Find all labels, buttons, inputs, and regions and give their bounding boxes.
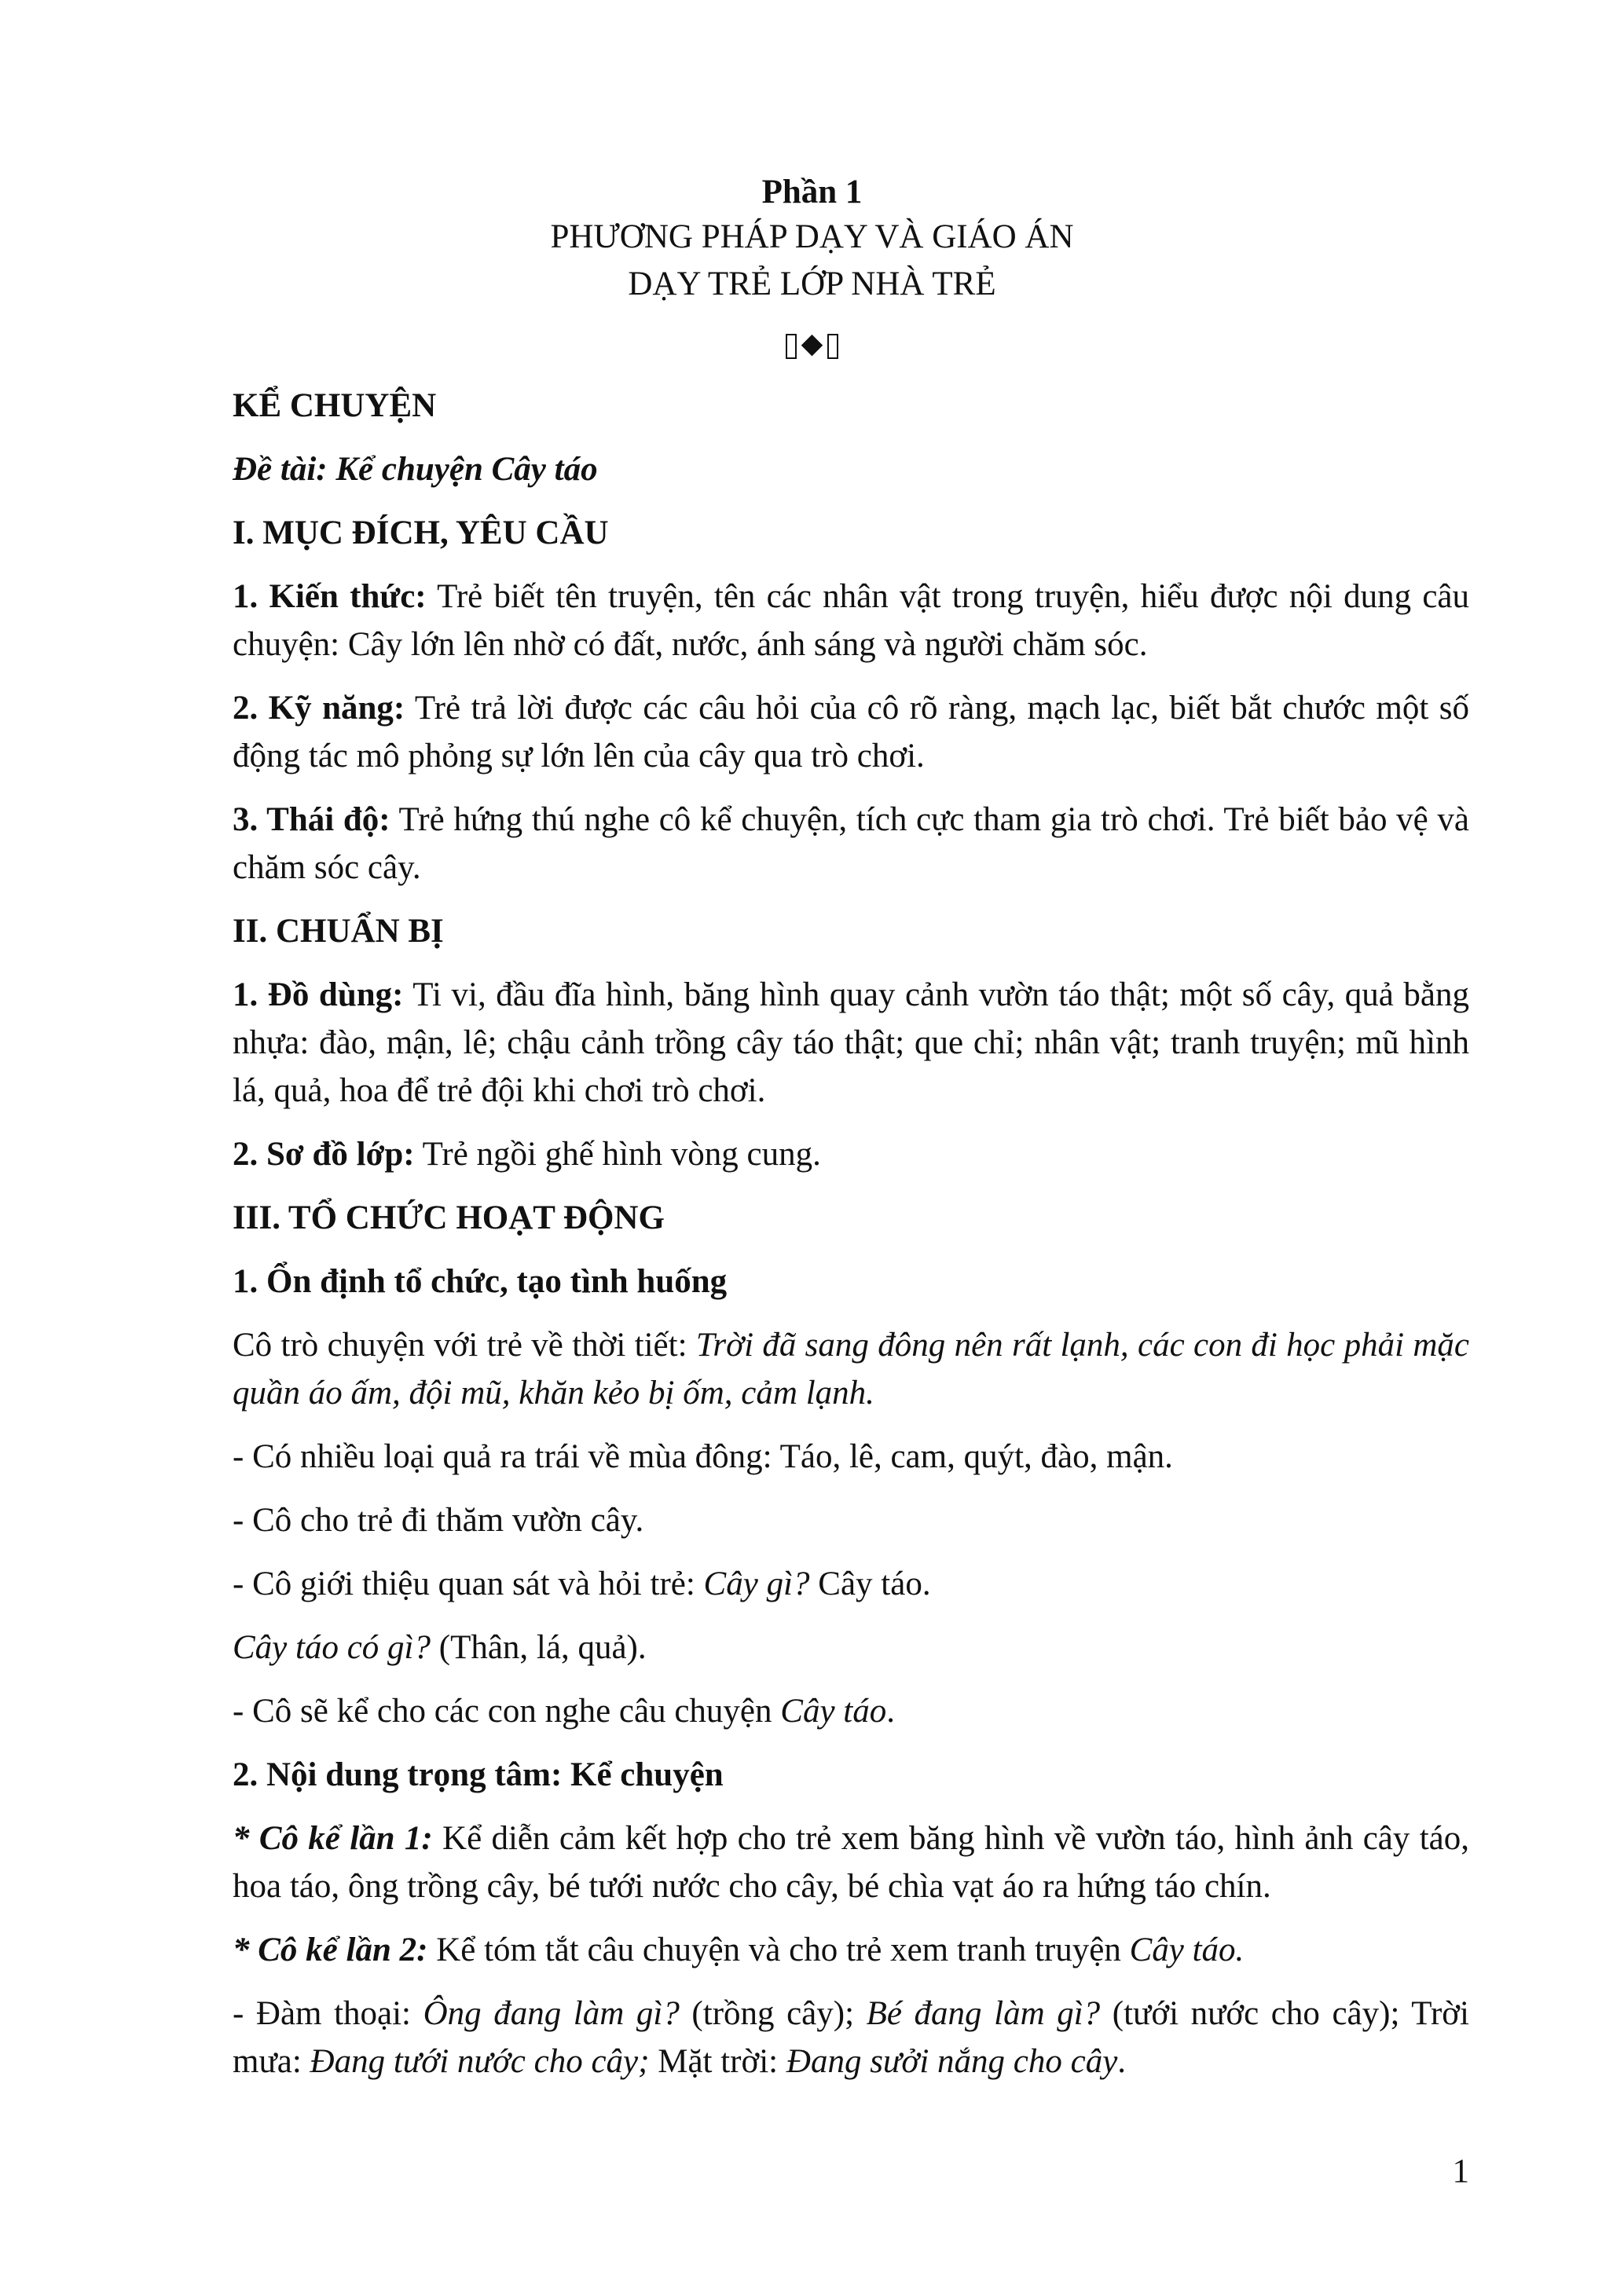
- text-run: Cây táo.: [809, 1565, 931, 1602]
- item-text: Trẻ trả lời được các câu hỏi của cô rõ ràng, mạch lạc, biết bắt chước một số động tác mô phỏng sự lớn lên của cây qua trò chơi.: [233, 690, 1469, 774]
- ornament-divider: [0, 324, 1624, 363]
- paragraph-question1: [233, 1560, 1469, 1608]
- text-run: .: [886, 1693, 895, 1730]
- text-run: Kể tóm tắt câu chuyện và cho trẻ xem tranh truyện: [427, 1932, 1130, 1968]
- text-run: - Cô giới thiệu quan sát và hỏi trẻ:: [233, 1565, 704, 1602]
- subsection2-heading: 2. Nội dung trọng tâm: Kể chuyện: [233, 1756, 724, 1793]
- paragraph-fruits: - Có nhiều loại quả ra trái về mùa đông: Táo, lê, cam, quýt, đào, mận.: [233, 1438, 1173, 1475]
- italic-run: Đang tưới nước cho cây;: [310, 2043, 650, 2080]
- item-text: Trẻ hứng thú nghe cô kể chuyện, tích cực tham gia trò chơi. Trẻ biết bảo vệ và chăm sóc cây.: [233, 801, 1469, 886]
- item-label: 1. Đồ dùng:: [233, 976, 404, 1013]
- item-label: 2. Sơ đồ lớp:: [233, 1136, 415, 1173]
- bold-italic-label: * Cô kể lần 1:: [233, 1820, 433, 1857]
- italic-run: Cây táo: [780, 1693, 887, 1730]
- text-run: Cô trò chuyện với trẻ về thời tiết:: [233, 1327, 696, 1364]
- paragraph-garden: - Cô cho trẻ đi thăm vườn cây.: [233, 1502, 644, 1539]
- text-run: (Thân, lá, quả).: [431, 1629, 647, 1666]
- text-run: - Đàm thoại:: [233, 1995, 423, 2032]
- page-number: 1: [1452, 2153, 1469, 2190]
- section1-item1: [233, 573, 1469, 668]
- item-text: Trẻ ngồi ghế hình vòng cung.: [414, 1136, 821, 1173]
- italic-run: Cây táo có gì?: [233, 1629, 431, 1666]
- main-title-line2: DẠY TRẺ LỚP NHÀ TRẺ: [628, 265, 996, 302]
- italic-run: Trời đã sang đông nên rất lạnh, các con đi học phải mặc quần áo ấm, đội mũ, khăn kẻo bị ốm, cảm lạnh.: [233, 1327, 1470, 1412]
- part-title: Phần 1: [761, 174, 863, 211]
- section2-item1: [233, 971, 1469, 1115]
- main-title-line1: PHƯƠNG PHÁP DẠY VÀ GIÁO ÁN: [550, 218, 1074, 255]
- subject-heading: KỂ CHUYỆN: [233, 387, 437, 424]
- paragraph-weather: [233, 1321, 1469, 1417]
- ornament-box-left: [786, 334, 797, 359]
- italic-run: Cây gì?: [703, 1565, 810, 1602]
- section1-item3: [233, 796, 1469, 892]
- italic-run: Ông đang làm gì?: [423, 1995, 680, 2032]
- item-text: Trẻ biết tên truyện, tên các nhân vật trong truyện, hiểu được nội dung câu chuyện: Cây lớn lên nhờ có đất, nước, ánh sáng và người chăm sóc.: [233, 578, 1469, 663]
- paragraph-dialogue: [233, 1990, 1469, 2085]
- section2-heading: II. CHUẨN BỊ: [233, 913, 444, 950]
- text-run: (trồng cây);: [679, 1995, 867, 2032]
- item-label: 1. Kiến thức:: [233, 578, 427, 615]
- paragraph-telling1: [233, 1814, 1469, 1910]
- text-run: Mặt trời:: [649, 2043, 786, 2080]
- diamond-icon: ◆: [801, 328, 823, 359]
- bold-italic-label: * Cô kể lần 2:: [233, 1932, 428, 1968]
- italic-run: Cây táo.: [1129, 1932, 1245, 1968]
- text-run: Kể diễn cảm kết hợp cho trẻ xem băng hình về vườn táo, hình ảnh cây táo, hoa táo, ông trồng cây, bé tưới nước cho cây, bé chìa vạt áo ra hứng táo chín.: [233, 1820, 1469, 1905]
- italic-run: Đang sưởi nắng cho cây: [786, 2043, 1118, 2080]
- topic-line: Đề tài: Kể chuyện Cây táo: [233, 451, 598, 488]
- text-run: - Cô sẽ kể cho các con nghe câu chuyện: [233, 1693, 781, 1730]
- paragraph-telling2: [233, 1926, 1469, 1974]
- text-run: .: [1117, 2043, 1127, 2080]
- item-label: 3. Thái độ:: [233, 801, 390, 838]
- section3-heading: III. TỔ CHỨC HOẠT ĐỘNG: [233, 1199, 665, 1236]
- subsection1-heading: 1. Ổn định tổ chức, tạo tình huống: [233, 1263, 728, 1300]
- item-text: Ti vi, đầu đĩa hình, băng hình quay cảnh vườn táo thật; một số cây, quả bằng nhựa: đào, mận, lê; chậu cảnh trồng cây táo thật; que chỉ; nhân vật; tranh truyện; mũ hình lá, quả, hoa để trẻ đội khi chơi trò chơi.: [233, 976, 1469, 1109]
- section1-item2: [233, 684, 1469, 780]
- item-label: 2. Kỹ năng:: [233, 690, 405, 727]
- paragraph-story-intro: [233, 1687, 1469, 1735]
- ornament-box-right: [827, 334, 838, 359]
- section1-heading: I. MỤC ĐÍCH, YÊU CẦU: [233, 514, 609, 551]
- section2-item2: [233, 1130, 1469, 1178]
- italic-run: Bé đang làm gì?: [866, 1995, 1101, 2032]
- text-run: (tưới nước cho cây); Trời mưa:: [233, 1995, 1469, 2080]
- document-body: [233, 382, 1469, 2101]
- paragraph-question2: [233, 1624, 1469, 1672]
